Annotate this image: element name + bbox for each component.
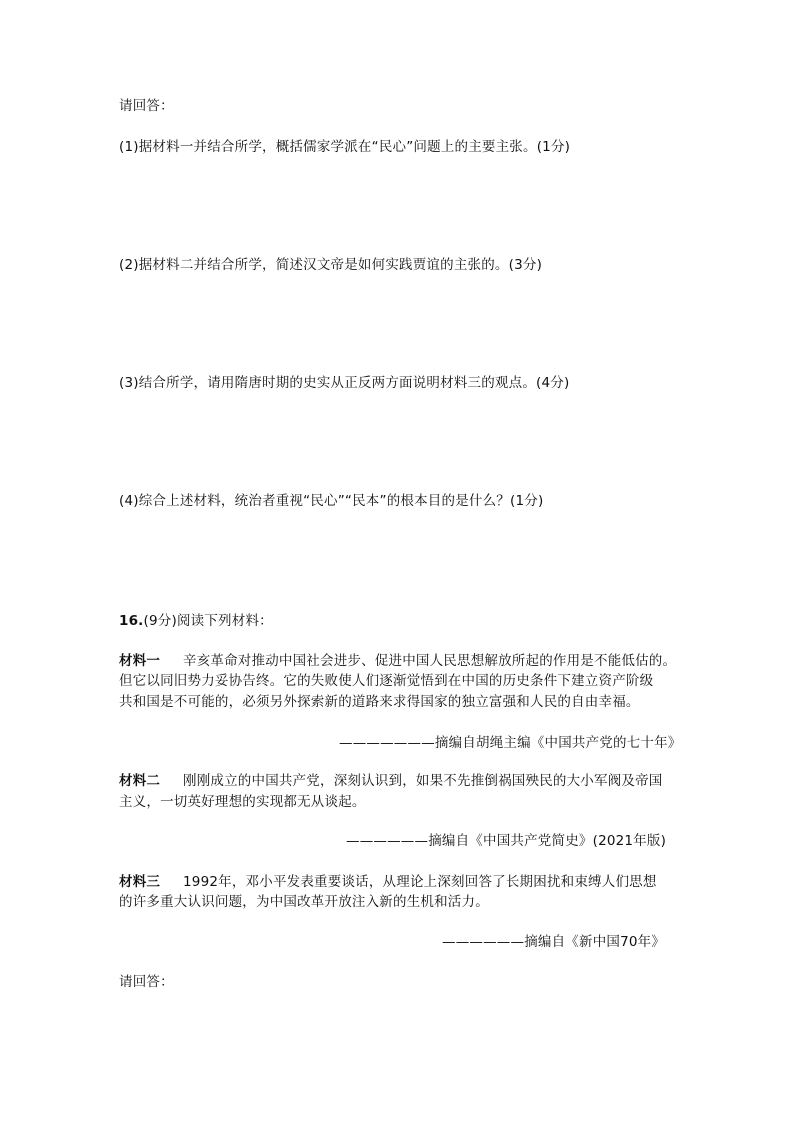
material-3-text-1: 1992年，邓小平发表重要谈话，从理论上深刻回答了长期困扰和束缚人们思想: [183, 874, 657, 890]
material-1-line-2: 但它以同旧势力妥协告终。它的失败使人们逐渐觉悟到在中国的历史条件下建立资产阶级: [119, 673, 654, 689]
answer-prompt: 请回答：: [119, 98, 174, 114]
material-1-line-3: 共和国是不可能的，必须另外探索新的道路来求得国家的独立富强和人民的自由幸福。: [119, 694, 640, 710]
material-3-line-1: [119, 872, 657, 892]
question-16-heading: [119, 611, 273, 631]
material-2-source: ——————摘编自《中国共产党简史》(2021年版): [346, 833, 667, 849]
material-2-line-1: [119, 771, 663, 791]
material-2-text-1: 刚刚成立的中国共产党，深刻认识到，如果不先推倒祸国殃民的大小军阀及帝国: [183, 773, 663, 789]
question-number: 16.: [119, 613, 144, 629]
material-1-text-1: 辛亥革命对推动中国社会进步、促进中国人民思想解放所起的作用是不能低估的。: [183, 653, 677, 669]
question-4: (4)综合上述材料，统治者重视“民心”“民本”的根本目的是什么？(1分): [119, 493, 544, 509]
material-3-source: ——————摘编自《新中国70年》: [442, 934, 666, 950]
material-1-line-1: [119, 651, 676, 671]
material-3-line-2: 的许多重大认识问题，为中国改革开放注入新的生机和活力。: [119, 894, 489, 910]
question-intro: (9分)阅读下列材料：: [143, 613, 273, 629]
answer-prompt-2: 请回答：: [119, 974, 174, 990]
question-3: (3)结合所学，请用隋唐时期的史实从正反两方面说明材料三的观点。(4分): [119, 375, 570, 391]
material-3-label: 材料三: [119, 874, 161, 890]
material-2-label: 材料二: [119, 773, 161, 789]
material-1-label: 材料一: [119, 653, 161, 669]
material-2-line-2: 主义，一切英好理想的实现都无从谈起。: [119, 794, 366, 810]
question-1: (1)据材料一并结合所学，概括儒家学派在“民心”问题上的主要主张。(1分): [119, 139, 571, 155]
material-1-source: ———————摘编自胡绳主编《中国共产党的七十年》: [339, 735, 682, 751]
question-2: (2)据材料二并结合所学，简述汉文帝是如何实践贾谊的主张的。(3分): [119, 257, 543, 273]
